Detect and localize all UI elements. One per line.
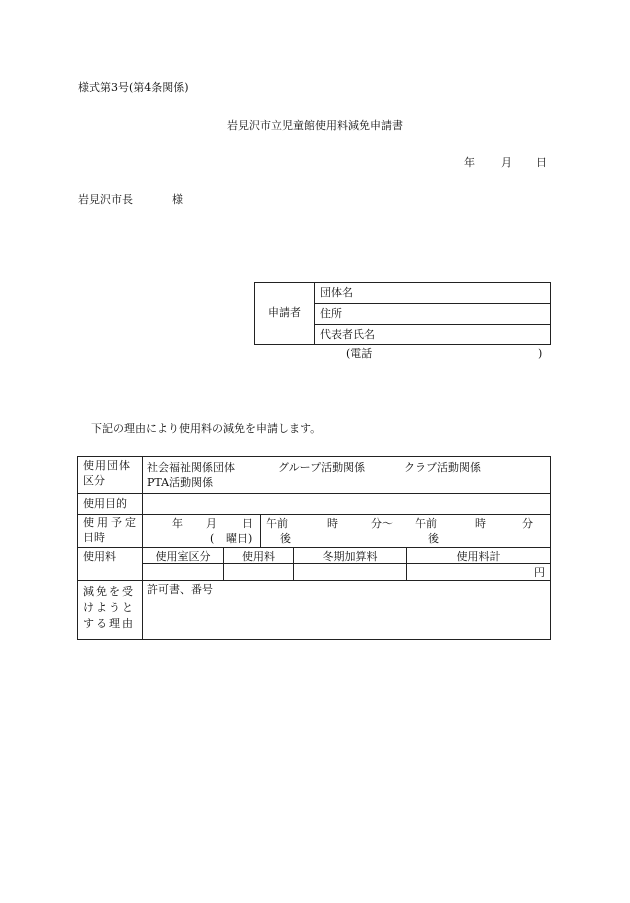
fee-header-winter: 冬期加算料 bbox=[322, 550, 378, 563]
phone-open: (電話 bbox=[346, 347, 373, 360]
fee-header-total: 使用料計 bbox=[456, 550, 501, 563]
schedule-minute2: 分 bbox=[522, 517, 533, 530]
date-year: 年 bbox=[464, 156, 475, 169]
schedule-label-line1: 使用予定 bbox=[83, 516, 139, 529]
org-type-label-line1: 使用団体 bbox=[83, 459, 131, 472]
addressee-name: 岩見沢市長 bbox=[78, 193, 133, 206]
form-title: 岩見沢市立児童館使用料減免申請書 bbox=[227, 119, 403, 132]
reason-note: 許可書、番号 bbox=[147, 583, 213, 596]
reason-label-line3: する理由 bbox=[83, 617, 135, 630]
fee-label: 使用料 bbox=[83, 550, 116, 563]
reason-label-line1: 減免を受 bbox=[83, 585, 135, 598]
fee-currency: 円 bbox=[534, 566, 545, 579]
date-month: 月 bbox=[501, 156, 512, 169]
schedule-label-line2: 日時 bbox=[83, 531, 105, 544]
phone-close: ) bbox=[538, 347, 543, 360]
fee-header-room: 使用室区分 bbox=[155, 550, 211, 563]
org-type-label-line2: 区分 bbox=[83, 474, 105, 487]
org-type-option[interactable]: PTA活動関係 bbox=[147, 476, 214, 489]
schedule-minute-tilde: 分〜 bbox=[371, 517, 393, 530]
date-day: 日 bbox=[536, 156, 547, 169]
schedule-pm2: 後 bbox=[428, 532, 439, 545]
schedule-day: 日 bbox=[242, 517, 253, 530]
schedule-hour2: 時 bbox=[475, 517, 486, 530]
purpose-label: 使用目的 bbox=[83, 497, 127, 510]
org-type-option[interactable]: 社会福祉関係団体 bbox=[147, 461, 235, 474]
schedule-weekday: 曜日) bbox=[226, 532, 253, 545]
org-type-option[interactable]: クラブ活動関係 bbox=[404, 461, 481, 474]
intro-text: 下記の理由により使用料の減免を申請します。 bbox=[91, 422, 322, 435]
reason-label-line2: けようと bbox=[83, 601, 135, 614]
fee-header-fee: 使用料 bbox=[242, 550, 275, 563]
schedule-year: 年 bbox=[172, 517, 183, 530]
applicant-representative: 代表者氏名 bbox=[320, 328, 375, 341]
org-type-option[interactable]: グループ活動関係 bbox=[278, 461, 366, 474]
schedule-am1: 午前 bbox=[266, 517, 288, 530]
schedule-am2: 午前 bbox=[415, 517, 437, 530]
schedule-hour1: 時 bbox=[327, 517, 338, 530]
addressee-honorific: 様 bbox=[172, 193, 183, 206]
schedule-pm1: 後 bbox=[280, 532, 291, 545]
schedule-weekday-open: ( bbox=[210, 532, 215, 545]
applicant-group-name: 団体名 bbox=[320, 286, 353, 299]
applicant-label: 申請者 bbox=[268, 306, 301, 319]
applicant-address: 住所 bbox=[320, 307, 342, 320]
form-number: 様式第3号(第4条関係) bbox=[78, 81, 189, 94]
schedule-month: 月 bbox=[206, 517, 217, 530]
